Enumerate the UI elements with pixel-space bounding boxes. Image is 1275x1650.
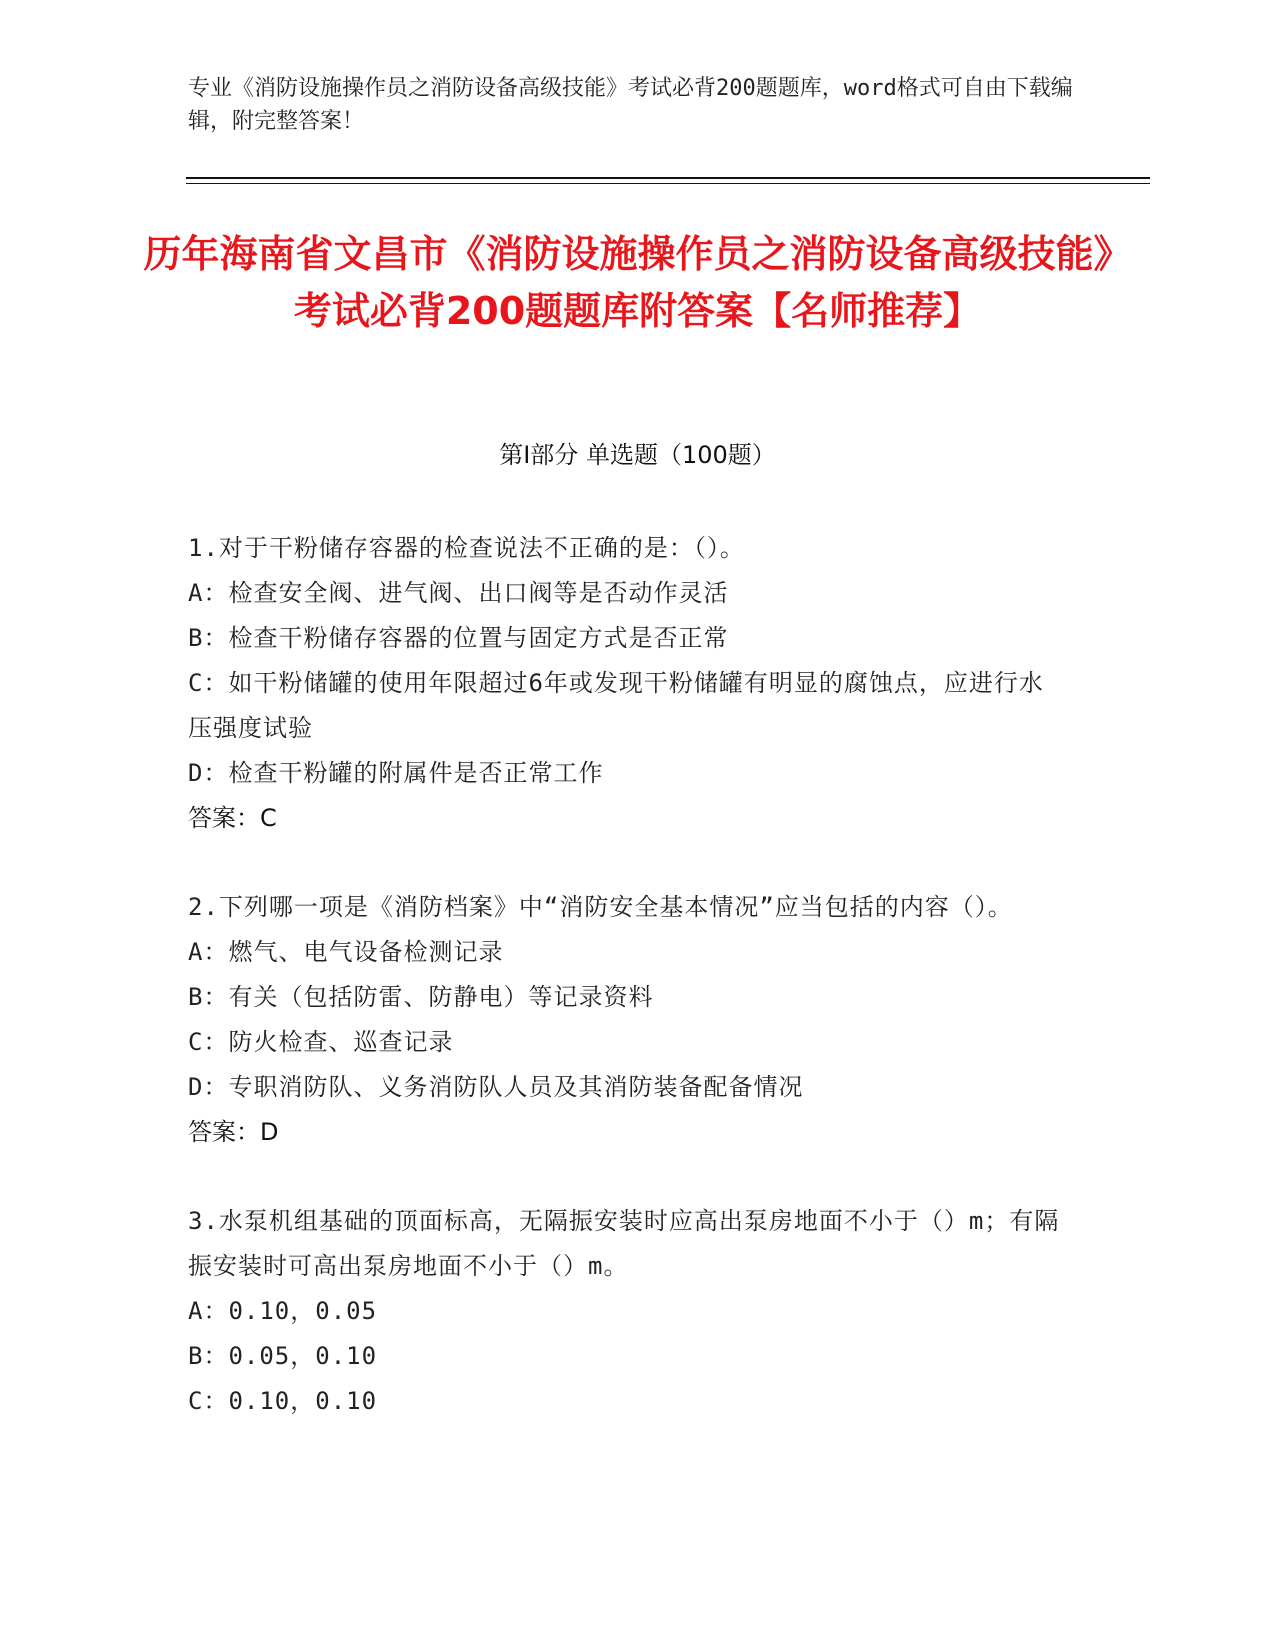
answer: 答案：D [188, 1118, 279, 1146]
document-title: 历年海南省文昌市《消防设施操作员之消防设备高级技能》考试必背200题题库附答案【名师推荐】 [143, 232, 1132, 333]
option-b: B：有关（包括防雷、防静电）等记录资料 [188, 983, 654, 1011]
question-list [188, 526, 1068, 1468]
option-b: B：0.05，0.10 [188, 1342, 378, 1370]
answer: 答案：C [188, 804, 277, 832]
option-a: A：0.10，0.05 [188, 1297, 378, 1325]
option-b: B：检查干粉储存容器的位置与固定方式是否正常 [188, 624, 729, 652]
question-item [188, 1199, 1068, 1424]
question-item [188, 885, 1068, 1155]
question-stem: 2.下列哪一项是《消防档案》中“消防安全基本情况”应当包括的内容（）。 [188, 893, 1013, 921]
question-stem: 1.对于干粉储存容器的检查说法不正确的是：（）。 [188, 534, 745, 562]
section-heading: 第I部分 单选题（100题） [499, 441, 776, 469]
option-a: A：检查安全阀、进气阀、出口阀等是否动作灵活 [188, 579, 729, 607]
header-divider-thin [186, 183, 1150, 184]
option-d: D：检查干粉罐的附属件是否正常工作 [188, 759, 604, 787]
option-c: C：防火检查、巡查记录 [188, 1028, 454, 1056]
option-d: D：专职消防队、义务消防队人员及其消防装备配备情况 [188, 1073, 804, 1101]
question-item [188, 526, 1068, 841]
question-stem: 3.水泵机组基础的顶面标高，无隔振安装时应高出泵房地面不小于（）m；有隔振安装时可高出泵房地面不小于（）m。 [188, 1207, 1060, 1280]
option-c: C：0.10，0.10 [188, 1387, 378, 1415]
header-divider-thick [186, 177, 1150, 179]
option-a: A：燃气、电气设备检测记录 [188, 938, 504, 966]
option-c: C：如干粉储罐的使用年限超过6年或发现干粉储罐有明显的腐蚀点，应进行水压强度试验 [188, 669, 1044, 742]
header-note: 专业《消防设施操作员之消防设备高级技能》考试必背200题题库，word格式可自由下载编辑，附完整答案！ [188, 76, 1073, 134]
